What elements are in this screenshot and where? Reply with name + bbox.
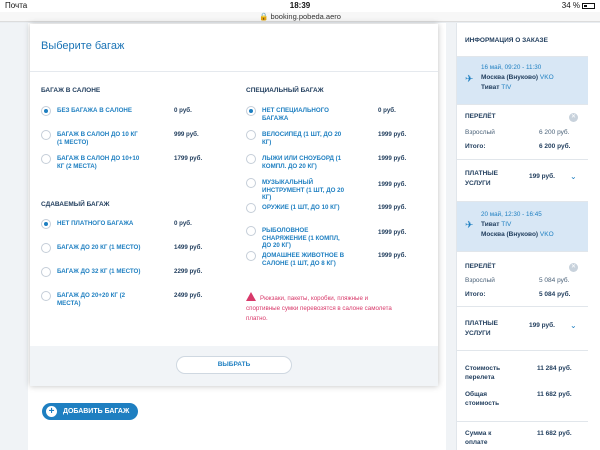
flight-cost-value: 11 284 руб.	[537, 365, 572, 372]
option-price: 0 руб.	[174, 220, 192, 227]
option-label: ДО 20 КГ)	[262, 242, 291, 249]
option-label: БЕЗ БАГАЖА В САЛОНЕ	[57, 107, 133, 114]
special-option-instrument[interactable]	[246, 179, 344, 202]
adult-price: 5 084 руб.	[539, 277, 570, 284]
order-totals	[457, 351, 588, 426]
cabin-option-10kg[interactable]	[41, 131, 138, 146]
radio[interactable]	[246, 154, 256, 164]
airport-code: VKO	[539, 231, 554, 238]
flight-cost-label: перелета	[465, 374, 495, 381]
total-cost-label: Общая	[465, 391, 488, 398]
select-button[interactable]: ВЫБРАТЬ	[176, 356, 292, 374]
option-label: МУЗЫКАЛЬНЫЙ	[262, 179, 314, 186]
special-option-skis[interactable]	[246, 155, 341, 170]
total-cost-value: 11 682 руб.	[537, 391, 572, 398]
fare-title: ПЕРЕЛЁТ	[465, 263, 496, 270]
option-label: ВЕЛОСИПЕД (1 ШТ, ДО 20	[262, 131, 342, 138]
option-price: 0 руб.	[174, 107, 192, 114]
address-bar[interactable]	[0, 12, 600, 22]
checked-option-20kg[interactable]	[41, 244, 140, 253]
option-price: 2299 руб.	[174, 268, 203, 275]
option-price: 1799 руб.	[174, 155, 203, 162]
total-cost-label: стоимость	[465, 400, 500, 407]
divider	[457, 421, 588, 422]
option-price: 999 руб.	[174, 131, 199, 138]
radio-selected[interactable]	[41, 219, 51, 229]
checked-baggage-title: СДАВАЕМЫЙ БАГАЖ	[41, 201, 110, 208]
fare-outbound	[457, 105, 588, 160]
fare-title: ПЕРЕЛЁТ	[465, 113, 496, 120]
option-label: БАГАЖ В САЛОН ДО 10+10	[57, 155, 140, 162]
close-icon[interactable]: ✕	[570, 264, 577, 270]
special-option-fishing[interactable]	[246, 227, 340, 250]
warning-icon	[246, 292, 256, 301]
sidebar-title: ИНФОРМАЦИЯ О ЗАКАЗЕ	[465, 37, 548, 44]
checked-option-none[interactable]	[41, 220, 133, 229]
paid-services-return[interactable]	[457, 307, 588, 351]
radio[interactable]	[41, 243, 51, 253]
airport-code: TIV	[501, 84, 512, 91]
services-price: 199 руб.	[529, 173, 555, 180]
cabin-option-10-10kg[interactable]	[41, 155, 139, 170]
radio[interactable]	[41, 291, 51, 301]
flight-from	[481, 221, 511, 228]
baggage-warning	[246, 292, 396, 324]
flight-date: 20 май, 12:30 - 16:45	[481, 211, 542, 218]
right-gutter	[446, 23, 456, 450]
checked-option-32kg[interactable]	[41, 268, 140, 277]
plus-icon: +	[46, 406, 57, 417]
option-price: 0 руб.	[378, 107, 396, 114]
add-baggage-label: ДОБАВИТЬ БАГАЖ	[63, 408, 130, 415]
option-label: РЫБОЛОВНОЕ	[262, 227, 309, 234]
sidebar-header	[457, 23, 588, 57]
divider	[30, 71, 438, 72]
adult-label: Взрослый	[465, 277, 495, 284]
option-price: 1499 руб.	[174, 244, 203, 251]
flight-from	[481, 74, 554, 81]
option-price: 1999 руб.	[378, 229, 407, 236]
url-text: booking.pobeda.aero	[270, 12, 341, 21]
battery-label: 34 %	[561, 1, 580, 10]
option-label: МЕСТА)	[57, 299, 81, 307]
services-title-1: ПЛАТНЫЕ	[465, 170, 498, 177]
special-option-weapon[interactable]	[246, 204, 340, 213]
radio[interactable]	[246, 130, 256, 140]
radio[interactable]	[246, 251, 256, 261]
option-label: СНАРЯЖЕНИЕ (1 КОМПЛ,	[262, 234, 340, 242]
radio-selected[interactable]	[246, 106, 256, 116]
option-label: КГ)	[262, 138, 272, 146]
option-price: 1999 руб.	[378, 252, 407, 259]
radio[interactable]	[41, 130, 51, 140]
services-title-2: УСЛУГИ	[465, 330, 491, 337]
adult-price: 6 200 руб.	[539, 129, 570, 136]
option-price: 1999 руб.	[378, 181, 407, 188]
services-title-2: УСЛУГИ	[465, 180, 491, 187]
flight-outbound[interactable]	[457, 57, 588, 105]
radio[interactable]	[41, 154, 51, 164]
total-label: Итого:	[465, 143, 486, 150]
option-label: ДОМАШНЕЕ ЖИВОТНОЕ В	[262, 252, 345, 259]
option-label: КГ)	[262, 194, 272, 201]
baggage-modal	[30, 24, 438, 386]
pay-amount: 11 682 руб.	[537, 430, 572, 437]
flight-date: 16 май, 09:20 - 11:30	[481, 64, 542, 71]
radio[interactable]	[246, 203, 256, 213]
order-sidebar	[456, 23, 588, 450]
cabin-baggage-title: БАГАЖ В САЛОНЕ	[41, 87, 101, 94]
total-price: 6 200 руб.	[539, 143, 571, 150]
cabin-option-none[interactable]	[41, 107, 132, 116]
city: Москва (Внуково)	[481, 231, 539, 238]
option-label: САЛОНЕ (1 ШТ, ДО 8 КГ)	[262, 259, 336, 267]
city: Москва (Внуково)	[481, 74, 539, 81]
warning-text: Рюкзаки, пакеты, коробки, пляжные и спортивные сумки перевозятся в салоне самолета платно.	[246, 295, 392, 322]
special-option-pet[interactable]	[246, 252, 344, 267]
option-label: ЛЫЖИ ИЛИ СНОУБОРД (1	[262, 155, 342, 162]
battery-indicator	[562, 1, 595, 10]
fare-return	[457, 252, 588, 307]
radio[interactable]	[41, 267, 51, 277]
pay-label: оплате	[465, 439, 488, 446]
option-price: 1999 руб.	[378, 155, 407, 162]
battery-icon	[582, 3, 595, 9]
airport-code: TIV	[501, 221, 512, 228]
chevron-down-icon[interactable]: ⌄	[570, 172, 577, 181]
option-label: ОРУЖИЕ (1 ШТ, ДО 10 КГ)	[262, 204, 340, 211]
services-price: 199 руб.	[529, 322, 555, 329]
option-label: (1 МЕСТО)	[57, 138, 89, 146]
total-label: Итого:	[465, 291, 486, 298]
option-label: НЕТ ПЛАТНОГО БАГАЖА	[57, 220, 134, 227]
option-label: ИНСТРУМЕНТ (1 ШТ, ДО 20	[262, 186, 345, 194]
carrier-label: Почта	[5, 1, 28, 10]
left-gutter	[0, 23, 28, 450]
option-label: БАГАЖ ДО 20 КГ (1 МЕСТО)	[57, 244, 141, 251]
modal-title: Выберите багаж	[41, 40, 125, 52]
chevron-down-icon[interactable]: ⌄	[570, 321, 577, 330]
status-bar	[0, 0, 600, 12]
add-baggage-button[interactable]	[42, 403, 138, 420]
plane-icon: ✈	[465, 220, 474, 231]
close-icon[interactable]: ✕	[570, 114, 577, 120]
option-label: БАГАЖА	[262, 114, 289, 122]
city: Тиват	[481, 84, 500, 91]
option-label: БАГАЖ ДО 32 КГ (1 МЕСТО)	[57, 268, 141, 275]
option-price: 2499 руб.	[174, 292, 203, 299]
option-price: 1999 руб.	[378, 204, 407, 211]
adult-label: Взрослый	[465, 129, 495, 136]
flight-return[interactable]	[457, 202, 588, 252]
option-label: БАГАЖ ДО 20+20 КГ (2	[57, 292, 126, 299]
lock-icon: 🔒	[259, 12, 269, 21]
airport-code: VKO	[539, 74, 554, 81]
option-label: КОМПЛ. ДО 20 КГ)	[262, 162, 317, 170]
pay-label: Сумма к	[465, 430, 492, 437]
flight-to	[481, 84, 511, 91]
special-option-bicycle[interactable]	[246, 131, 341, 146]
flight-cost-label: Стоимость	[465, 365, 501, 372]
radio[interactable]	[246, 178, 256, 188]
option-price: 1999 руб.	[378, 131, 407, 138]
plane-icon: ✈	[465, 74, 474, 85]
flight-to	[481, 231, 554, 238]
special-option-none[interactable]	[246, 107, 329, 122]
special-baggage-title: СПЕЦИАЛЬНЫЙ БАГАЖ	[246, 87, 324, 94]
radio-selected[interactable]	[41, 106, 51, 116]
option-label: КГ (2 МЕСТА)	[57, 162, 97, 170]
option-label: НЕТ СПЕЦИАЛЬНОГО	[262, 107, 329, 114]
city: Тиват	[481, 221, 500, 228]
option-label: БАГАЖ В САЛОН ДО 10 КГ	[57, 131, 138, 138]
total-price: 5 084 руб.	[539, 291, 571, 298]
paid-services-outbound[interactable]	[457, 160, 588, 202]
radio[interactable]	[246, 226, 256, 236]
services-title-1: ПЛАТНЫЕ	[465, 320, 498, 327]
clock: 18:39	[289, 1, 311, 10]
checked-option-20-20kg[interactable]	[41, 292, 125, 307]
